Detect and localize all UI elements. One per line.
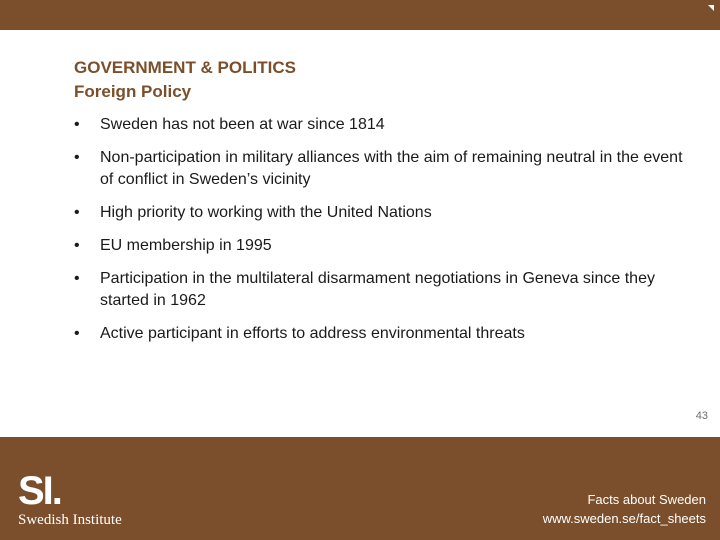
- bullet-text: EU membership in 1995: [100, 237, 272, 254]
- swedish-institute-logo: [18, 470, 148, 530]
- bullet-marker: •: [74, 270, 80, 287]
- bullet-item: [74, 235, 694, 257]
- bullet-item: [74, 147, 694, 191]
- bullet-text: Sweden has not been at war since 1814: [100, 116, 385, 133]
- bullet-text: Active participant in efforts to address environmental threats: [100, 325, 525, 342]
- footer-url[interactable]: www.sweden.se/fact_sheets: [542, 511, 706, 526]
- footer-info: [543, 490, 706, 528]
- bullet-marker: •: [74, 237, 80, 254]
- logo-mark: SI.: [18, 470, 61, 513]
- logo-text: Swedish Institute: [18, 512, 122, 528]
- section-heading: GOVERNMENT & POLITICS: [74, 58, 296, 77]
- bullet-marker: •: [74, 116, 80, 133]
- section-subheading: Foreign Policy: [74, 82, 192, 101]
- bullet-marker: •: [74, 204, 80, 221]
- bullet-item: [74, 114, 694, 136]
- bullet-text: High priority to working with the United Nations: [100, 204, 432, 221]
- bullet-list: [74, 114, 694, 345]
- bullet-item: [74, 202, 694, 224]
- bullet-text: Participation in the multilateral disarmament negotiations in Geneva since they started in 1962: [100, 270, 655, 309]
- slide-content: [74, 56, 694, 356]
- page-number: 43: [695, 410, 708, 422]
- corner-arrow-icon[interactable]: [708, 5, 714, 11]
- bullet-marker: •: [74, 325, 80, 342]
- footer-title: Facts about Sweden: [587, 492, 706, 507]
- bullet-marker: •: [74, 149, 80, 166]
- top-band: [0, 0, 720, 30]
- bullet-item: [74, 268, 694, 312]
- bullet-text: Non-participation in military alliances with the aim of remaining neutral in the event of conflict in Sweden’s vicinity: [100, 149, 683, 188]
- bullet-item: [74, 323, 694, 345]
